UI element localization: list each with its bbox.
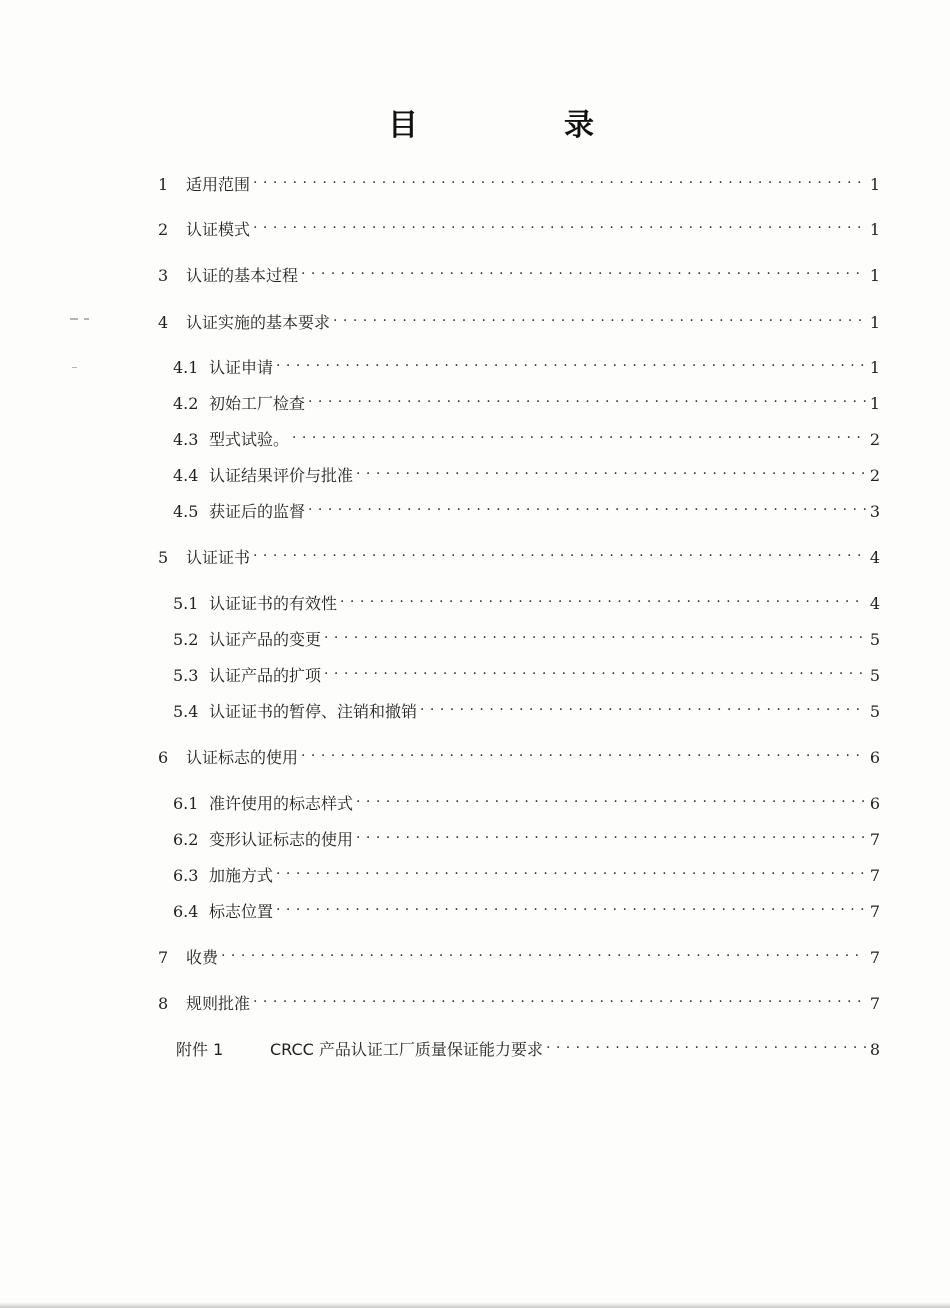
toc-entry[interactable]: [158, 213, 880, 241]
toc-entry-page-number: 5: [869, 702, 880, 721]
toc-entry[interactable]: [173, 823, 880, 851]
scan-speck: [70, 318, 78, 320]
toc-entry-page-number: 1: [869, 220, 880, 239]
toc-entry-label: 认证证书的暂停、注销和撤销: [209, 702, 418, 721]
toc-entry-number: 5.1: [173, 594, 199, 613]
toc-entry-label: 认证产品的扩项: [209, 666, 322, 685]
toc-entry-label: 适用范围: [186, 175, 251, 194]
dot-leader: [276, 351, 866, 373]
dot-leader: [301, 741, 866, 763]
toc-entry[interactable]: [173, 423, 880, 451]
toc-entry[interactable]: [173, 495, 880, 523]
dot-leader: [356, 787, 866, 809]
toc-entry-label: 型式试验。: [209, 430, 290, 449]
dot-leader: [356, 459, 866, 481]
toc-entry-number: 2: [158, 220, 169, 239]
toc-entry-page-number: 7: [869, 866, 880, 885]
toc-entry-page-number: 8: [869, 1040, 880, 1059]
scan-speck: [72, 367, 77, 368]
toc-entry-page-number: 7: [869, 830, 880, 849]
toc-entry-page-number: 3: [869, 502, 880, 521]
toc-entry-number: 7: [158, 948, 169, 967]
toc-entry-label: 规则批准: [186, 994, 251, 1013]
toc-entry-page-number: 6: [869, 794, 880, 813]
toc-entry-page-number: 1: [869, 358, 880, 377]
dot-leader: [308, 387, 866, 409]
toc-entry[interactable]: [158, 306, 880, 334]
dot-leader: [292, 423, 866, 445]
toc-entry[interactable]: [158, 541, 880, 569]
toc-entry-label: CRCC 产品认证工厂质量保证能力要求: [270, 1040, 543, 1059]
toc-entry[interactable]: [158, 941, 880, 969]
toc-entry[interactable]: [173, 459, 880, 487]
toc-entry-label: 认证实施的基本要求: [186, 313, 331, 332]
dot-leader: [253, 213, 866, 235]
toc-entry[interactable]: [173, 387, 880, 415]
toc-entry-label: 认证证书的有效性: [209, 594, 338, 613]
toc-entry-number: 4.2: [173, 394, 199, 413]
toc-entry-number: 6.4: [173, 902, 199, 921]
toc-entry-page-number: 5: [869, 630, 880, 649]
toc-entry-number: 5.2: [173, 630, 199, 649]
toc-entry-page-number: 7: [869, 902, 880, 921]
toc-entry-number: 4: [158, 313, 169, 332]
toc-entry-number: 1: [158, 175, 169, 194]
toc-entry[interactable]: [158, 168, 880, 196]
toc-title: 目 录: [388, 108, 652, 143]
toc-entry-number: 6.2: [173, 830, 199, 849]
toc-entry-label: 认证申请: [209, 358, 274, 377]
dot-leader: [253, 987, 866, 1009]
toc-entry-number: 3: [158, 266, 169, 285]
toc-entry[interactable]: [173, 659, 880, 687]
dot-leader: [340, 587, 866, 609]
toc-entry-page-number: 2: [869, 466, 880, 485]
toc-entry-label: 准许使用的标志样式: [209, 794, 354, 813]
toc-entry-label: 认证标志的使用: [186, 748, 299, 767]
toc-entry-label: 认证证书: [186, 548, 251, 567]
toc-entry-number: 6: [158, 748, 169, 767]
toc-entry-number: 4.1: [173, 358, 199, 377]
toc-entry[interactable]: [158, 259, 880, 287]
dot-leader: [276, 895, 866, 917]
toc-entry-number: 4.4: [173, 466, 199, 485]
dot-leader: [253, 541, 866, 563]
dot-leader: [356, 823, 866, 845]
toc-entry-label: 收费: [186, 948, 219, 967]
toc-entry[interactable]: [176, 1033, 880, 1061]
toc-entry[interactable]: [173, 695, 880, 723]
dot-leader: [253, 168, 866, 190]
toc-entry-page-number: 7: [869, 994, 880, 1013]
toc-entry-page-number: 5: [869, 666, 880, 685]
dot-leader: [308, 495, 866, 517]
toc-entry[interactable]: [173, 351, 880, 379]
toc-entry-label: 认证模式: [186, 220, 251, 239]
dot-leader: [333, 306, 866, 328]
toc-entry-label: 认证产品的变更: [209, 630, 322, 649]
toc-entry-page-number: 1: [869, 266, 880, 285]
dot-leader: [324, 623, 866, 645]
toc-entry-page-number: 7: [869, 948, 880, 967]
toc-entry[interactable]: [173, 859, 880, 887]
toc-entry-number: 5.4: [173, 702, 199, 721]
dot-leader: [276, 859, 866, 881]
dot-leader: [301, 259, 866, 281]
toc-entry[interactable]: [158, 741, 880, 769]
toc-entry-label: 认证的基本过程: [186, 266, 299, 285]
toc-entry-label: 获证后的监督: [209, 502, 306, 521]
toc-entry[interactable]: [158, 987, 880, 1015]
toc-entry[interactable]: [173, 787, 880, 815]
toc-entry-number: 5: [158, 548, 169, 567]
toc-entry-page-number: 6: [869, 748, 880, 767]
toc-entry-label: 标志位置: [209, 902, 274, 921]
scan-edge: [0, 1302, 950, 1308]
toc-entry-number: 8: [158, 994, 169, 1013]
toc-entry-number: 4.5: [173, 502, 199, 521]
scan-speck: [84, 318, 89, 320]
toc-entry[interactable]: [173, 895, 880, 923]
toc-entry[interactable]: [173, 623, 880, 651]
toc-entry-page-number: 4: [869, 594, 880, 613]
toc-entry-label: 初始工厂检查: [209, 394, 306, 413]
dot-leader: [324, 659, 866, 681]
toc-entry-page-number: 1: [869, 175, 880, 194]
dot-leader: [420, 695, 866, 717]
toc-entry-label: 变形认证标志的使用: [209, 830, 354, 849]
toc-entry-number: 4.3: [173, 430, 199, 449]
dot-leader: [221, 941, 866, 963]
toc-entry-page-number: 1: [869, 394, 880, 413]
toc-entry-label: 认证结果评价与批准: [209, 466, 354, 485]
toc-entry-number: 附件 1: [176, 1040, 224, 1059]
toc-entry-page-number: 2: [869, 430, 880, 449]
toc-entry-label: 加施方式: [209, 866, 274, 885]
toc-entry-page-number: 1: [869, 313, 880, 332]
toc-entry[interactable]: [173, 587, 880, 615]
toc-entry-number: 6.1: [173, 794, 199, 813]
toc-entry-page-number: 4: [869, 548, 880, 567]
toc-entry-number: 6.3: [173, 866, 199, 885]
dot-leader: [546, 1033, 866, 1055]
toc-entry-number: 5.3: [173, 666, 199, 685]
